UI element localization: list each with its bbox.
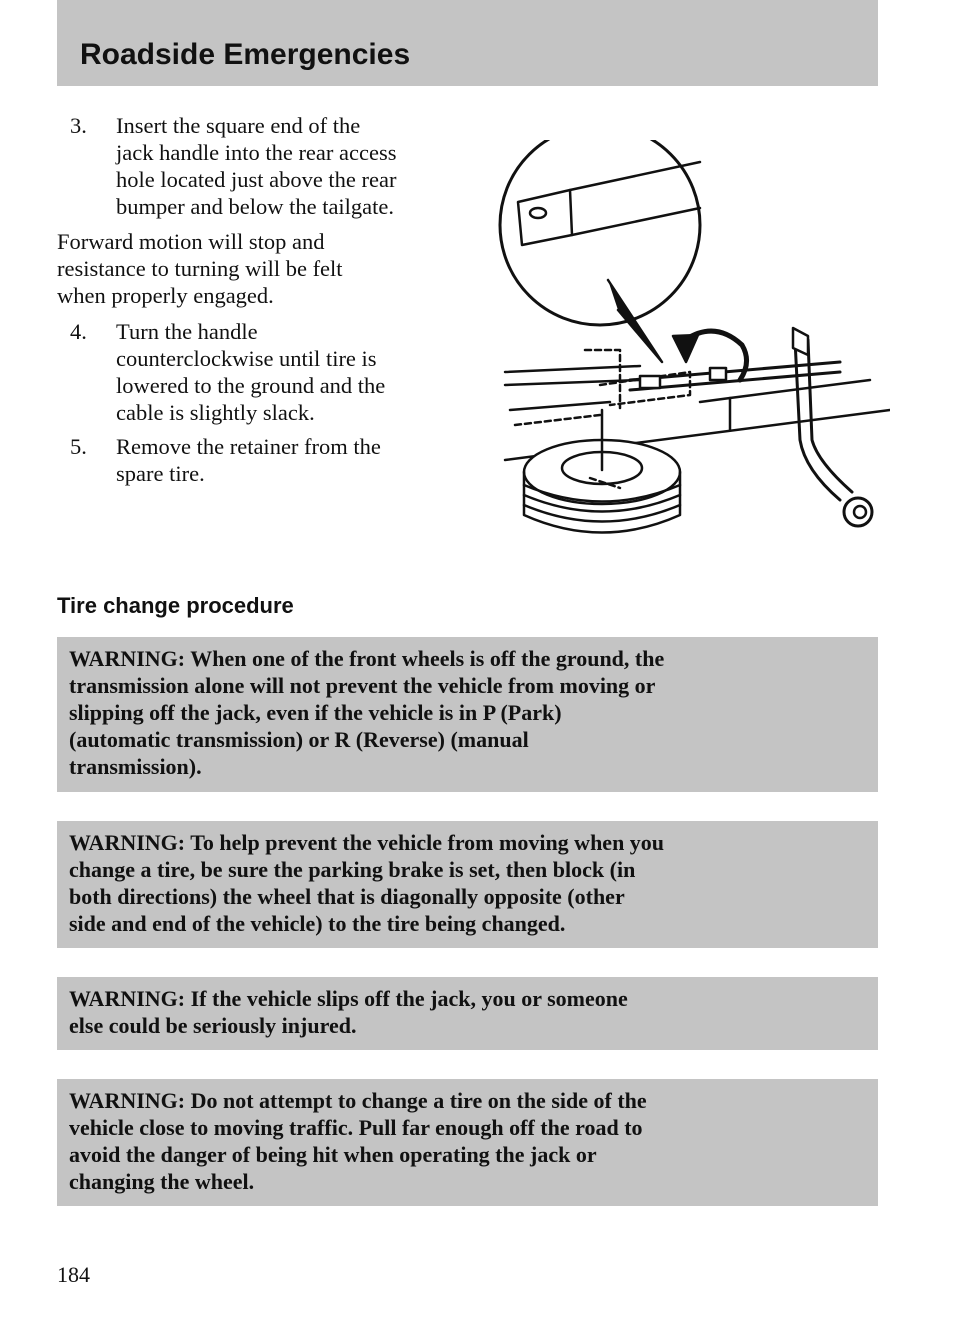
warning-box — [57, 1079, 878, 1206]
step-number: 5. — [70, 434, 87, 459]
section-heading: Tire change procedure — [57, 593, 294, 618]
warning-text: WARNING: If the vehicle slips off the jack, you or someone else could be seriously injured. — [69, 986, 628, 1038]
warning-text: WARNING: When one of the front wheels is off the ground, the transmission alone will not prevent the vehicle from moving or slipping off the jack, even if the vehicle is in P (Park) (automatic transmission) or R (Reverse) (manual transmission). — [69, 646, 665, 779]
page-title: Roadside Emergencies — [80, 38, 411, 71]
warning-box — [57, 637, 878, 792]
jack-handle-spare-tire-illustration-icon — [490, 140, 890, 540]
warning-text: WARNING: To help prevent the vehicle from moving when you change a tire, be sure the parking brake is set, then block (in both directions) the wheel that is diagonally opposite (other side and end of the vehicle) to the tire being changed. — [69, 830, 665, 936]
step-text: Turn the handle counterclockwise until tire is lowered to the ground and the cable is slightly slack. — [116, 319, 386, 425]
step-number: 4. — [70, 319, 87, 344]
paragraph: Forward motion will stop and resistance to turning will be felt when properly engaged. — [57, 229, 343, 308]
step-text: Insert the square end of the jack handle into the rear access hole located just above the rear bumper and below the tailgate. — [116, 113, 397, 219]
warning-box — [57, 821, 878, 948]
step-text: Remove the retainer from the spare tire. — [116, 434, 381, 486]
warning-text: WARNING: Do not attempt to change a tire on the side of the vehicle close to moving traffic. Pull far enough off the road to avoid the danger of being hit when operating the jack or changing the wheel. — [69, 1088, 647, 1194]
warning-box — [57, 977, 878, 1050]
page-number: 184 — [57, 1262, 90, 1287]
step-number: 3. — [70, 113, 87, 138]
